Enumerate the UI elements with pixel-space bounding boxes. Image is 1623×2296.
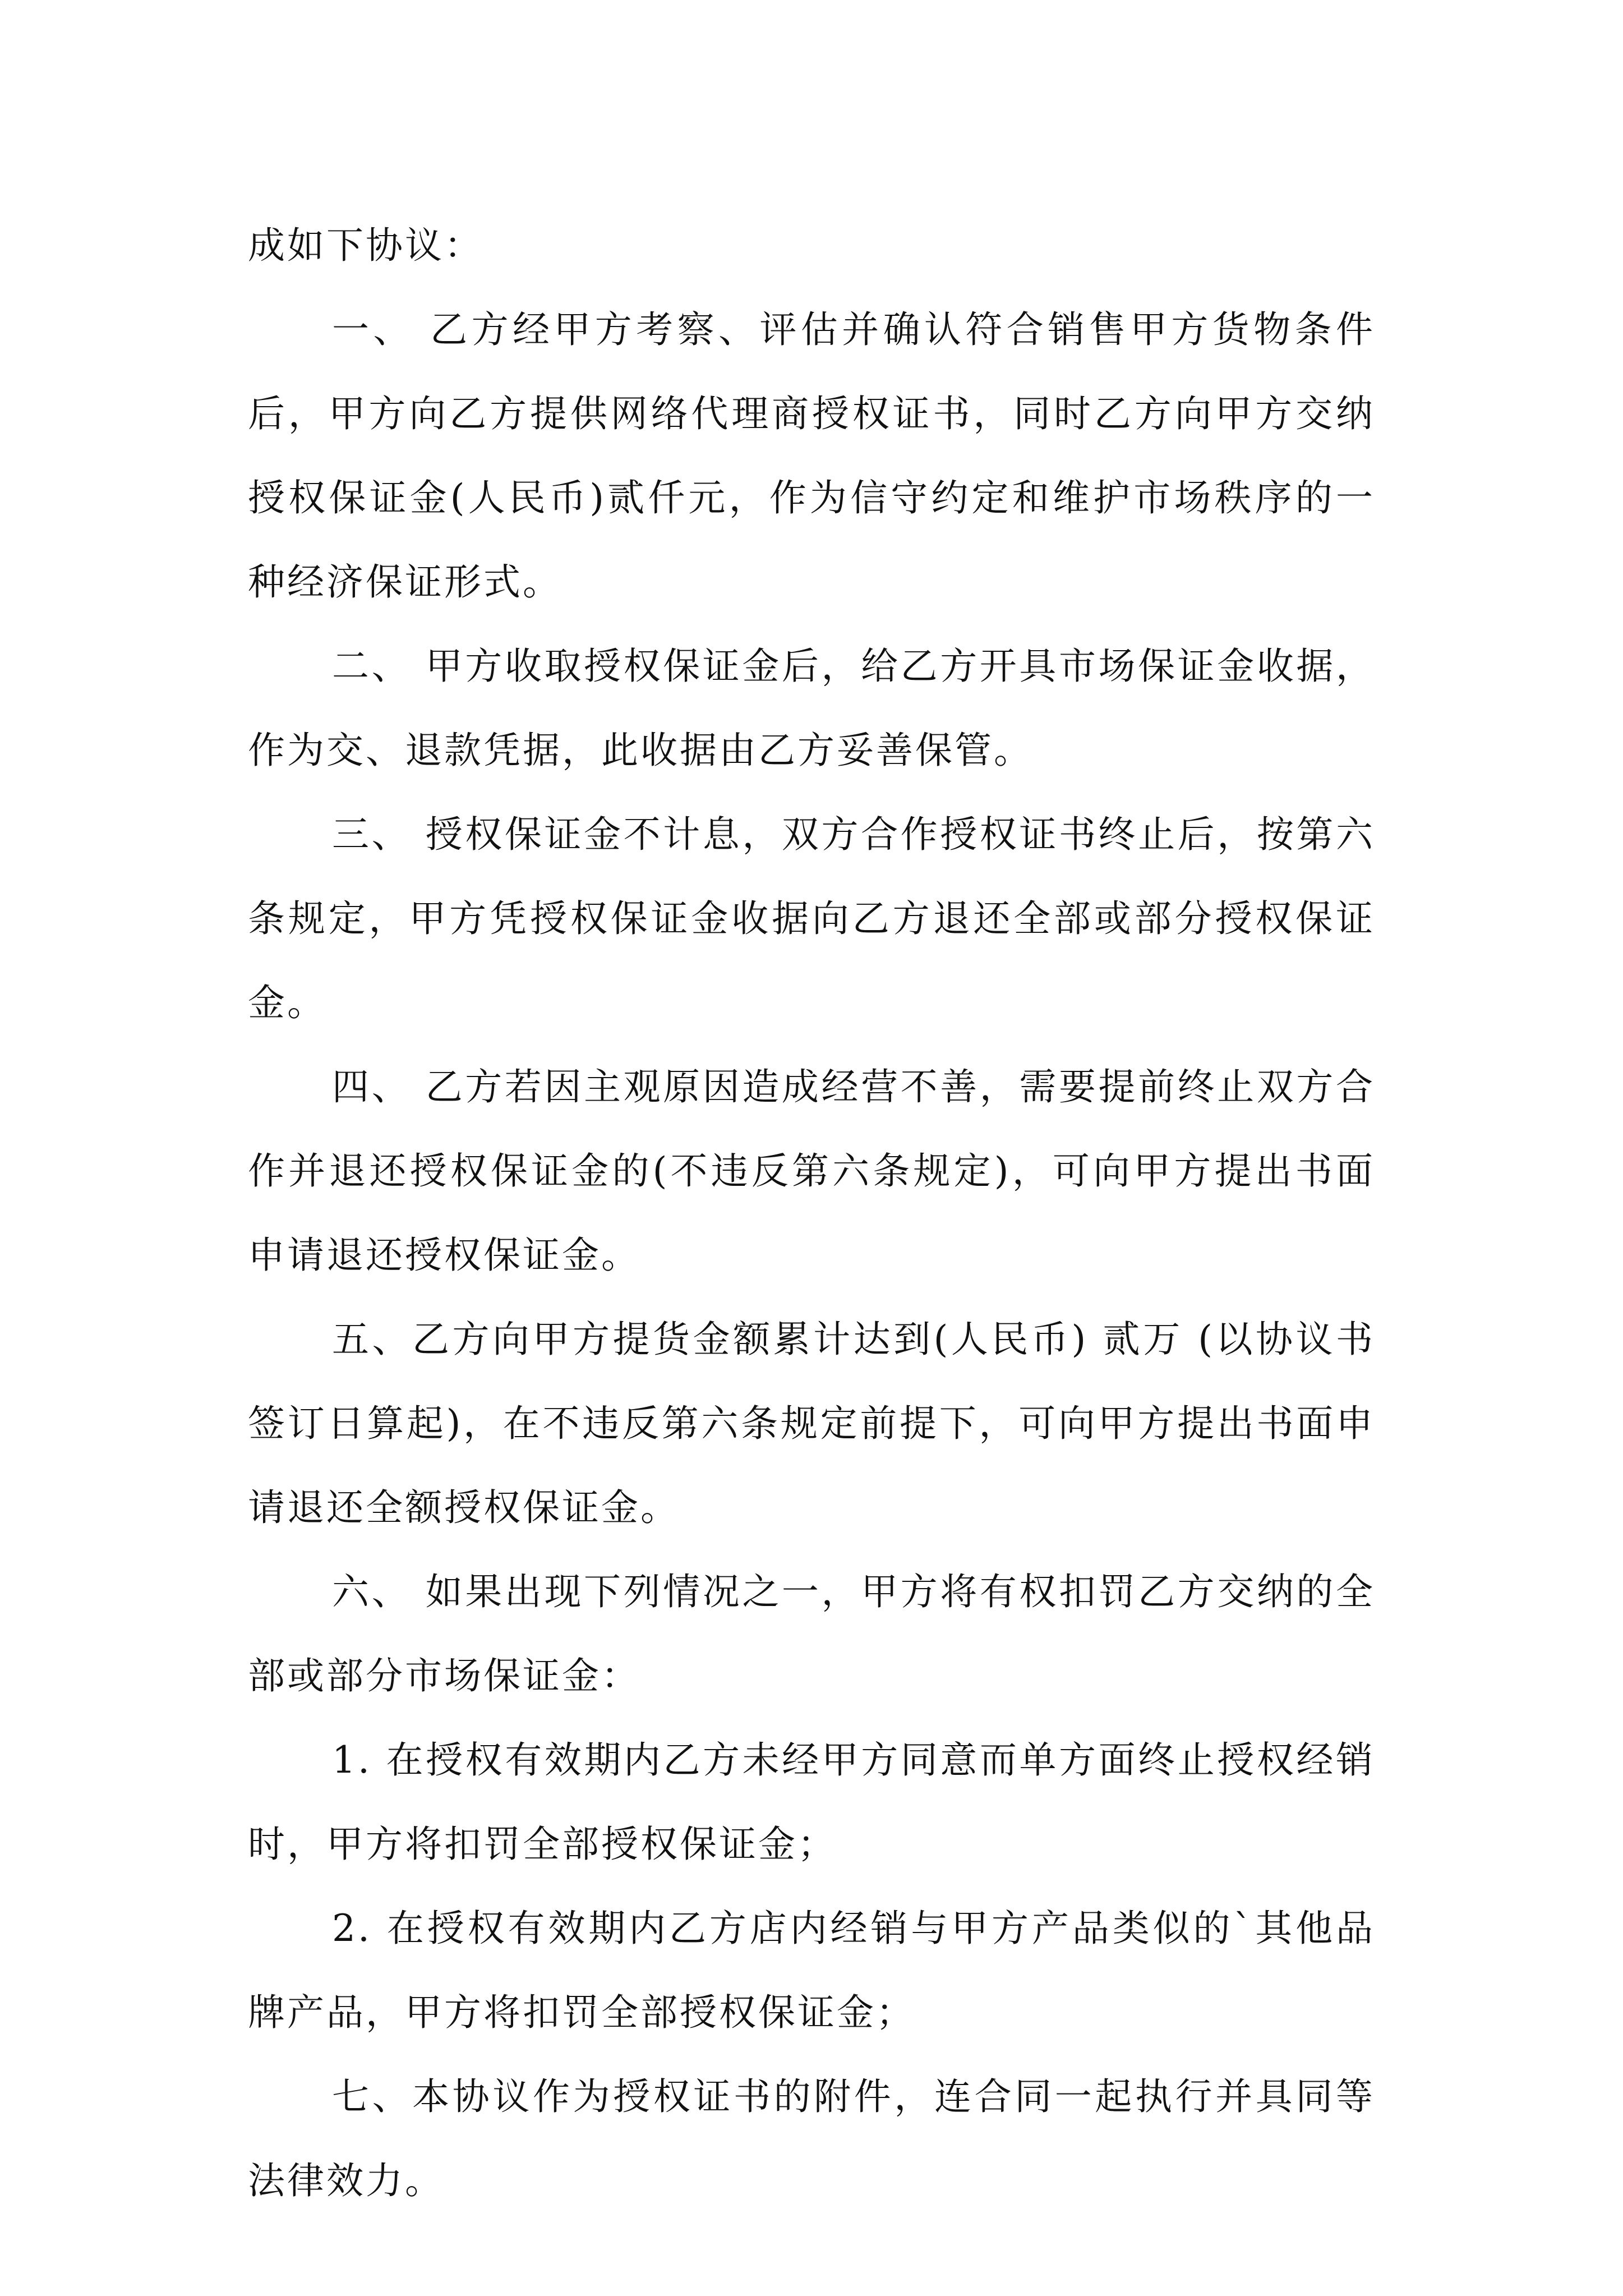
document-body — [248, 204, 1375, 2223]
paragraph-clause-6-item-1: 1. 在授权有效期内乙方未经甲方同意而单方面终止授权经销时，甲方将扣罚全部授权保证金； — [248, 1738, 1375, 1866]
paragraph-clause-2: 二、 甲方收取授权保证金后，给乙方开具市场保证金收据，作为交、退款凭据，此收据由乙方妥善保管。 — [248, 645, 1375, 772]
paragraph-clause-7: 七、本协议作为授权证书的附件，连合同一起执行并具同等法律效力。 — [248, 2075, 1375, 2202]
paragraph-intro: 成如下协议： — [248, 224, 483, 267]
paragraph-clause-3: 三、 授权保证金不计息，双方合作授权证书终止后，按第六条规定，甲方凭授权保证金收据向乙方退还全部或部分授权保证金。 — [248, 813, 1375, 1024]
paragraph-clause-6-item-2: 2. 在授权有效期内乙方店内经销与甲方产品类似的`其他品牌产品，甲方将扣罚全部授权保证金； — [248, 1907, 1375, 2034]
paragraph-clause-5: 五、乙方向甲方提货金额累计达到(人民币) 贰万 (以协议书签订日算起)，在不违反第六条规定前提下，可向甲方提出书面申请退还全额授权保证金。 — [248, 1318, 1375, 1529]
paragraph-clause-6: 六、 如果出现下列情况之一，甲方将有权扣罚乙方交纳的全部或部分市场保证金： — [248, 1570, 1375, 1697]
paragraph-clause-4: 四、 乙方若因主观原因造成经营不善，需要提前终止双方合作并退还授权保证金的(不违反第六条规定)，可向甲方提出书面申请退还授权保证金。 — [248, 1065, 1375, 1277]
paragraph-clause-1: 一、 乙方经甲方考察、评估并确认符合销售甲方货物条件后，甲方向乙方提供网络代理商授权证书，同时乙方向甲方交纳授权保证金(人民币)贰仟元，作为信守约定和维护市场秩序的一种经济保证形式。 — [248, 308, 1375, 604]
